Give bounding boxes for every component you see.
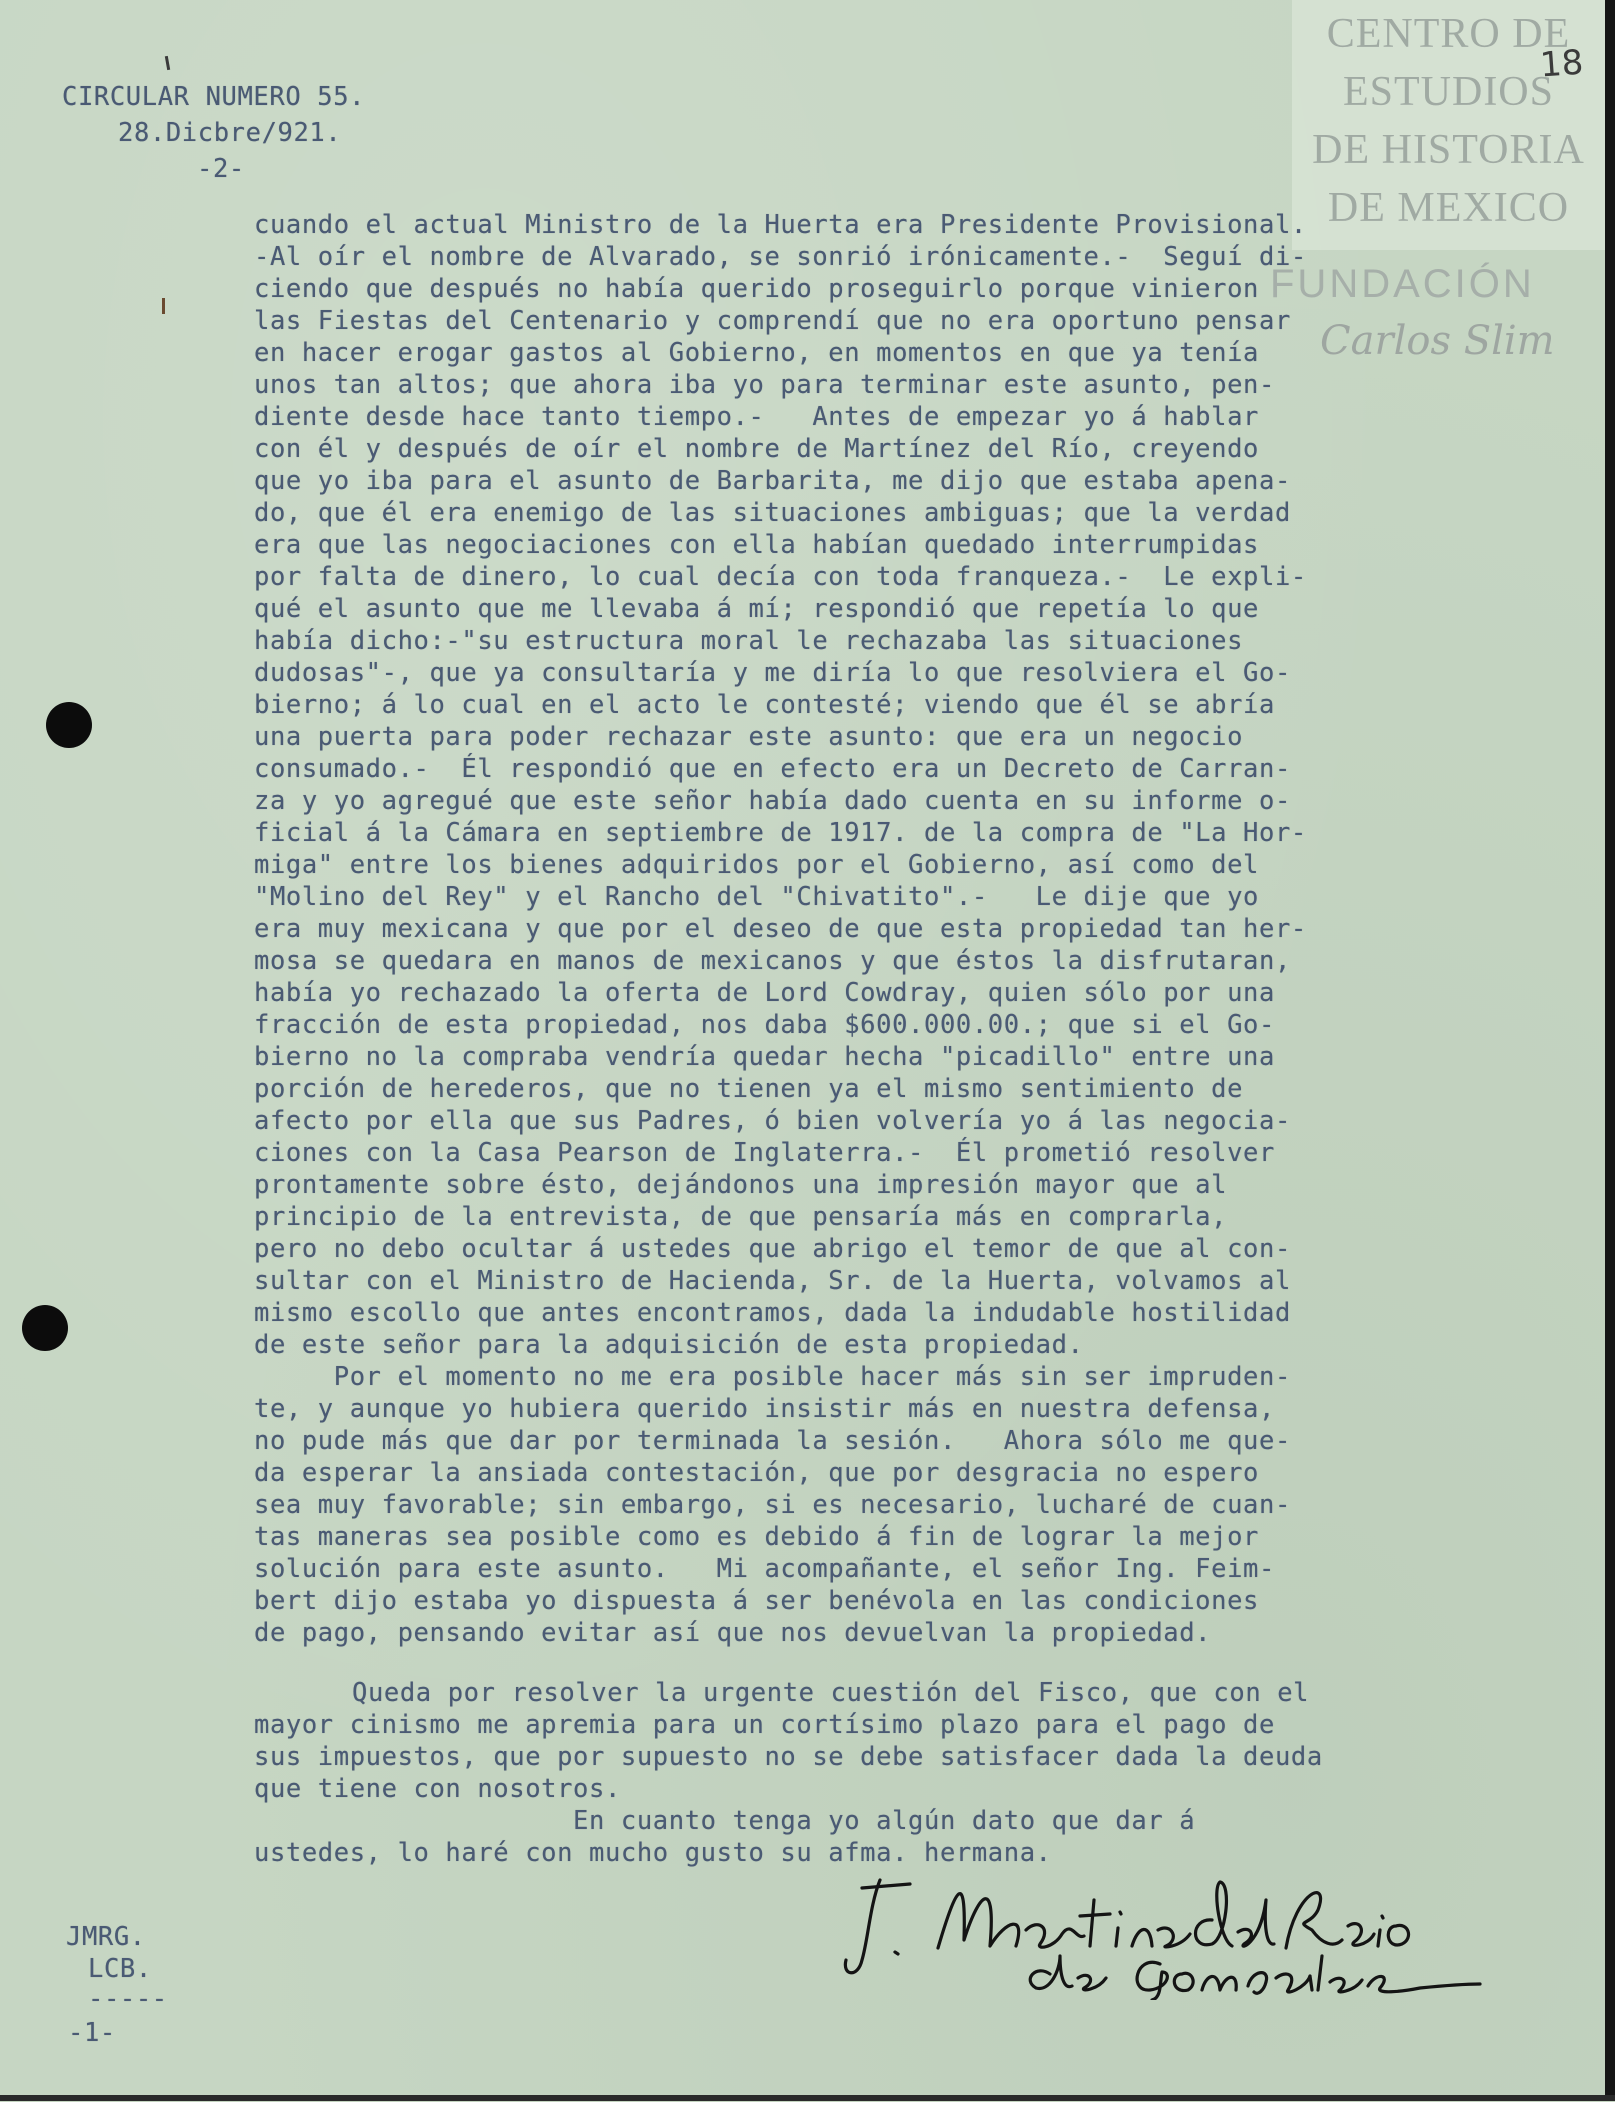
body-line: pero no debo ocultar á ustedes que abrigo el temor de que al con-	[254, 1234, 1291, 1264]
typist-initials	[66, 1922, 168, 2102]
body-line: principio de la entrevista, de que pensaría más en comprarla,	[254, 1202, 1228, 1232]
body-line: que yo iba para el asunto de Barbarita, me dijo que estaba apena-	[254, 466, 1291, 496]
body-line: por falta de dinero, lo cual decía con toda franqueza.- Le expli-	[254, 562, 1307, 592]
body-line: porción de herederos, que no tienen ya el mismo sentimiento de	[254, 1074, 1244, 1104]
body-line: fracción de esta propiedad, nos daba $600.000.00.; que si el Go-	[254, 1010, 1275, 1040]
body-line: do, que él era enemigo de las situaciones ambiguas; que la verdad	[254, 498, 1291, 528]
body-line: mismo escollo que antes encontramos, dada la indudable hostilidad	[254, 1298, 1291, 1328]
header-page-marker: -2-	[197, 154, 245, 184]
initials-line: JMRG.	[66, 1922, 146, 1952]
archive-stamp-foundation: FUNDACIÓN	[1270, 262, 1535, 306]
closing-line: Queda por resolver la urgente cuestión del Fisco, que con el	[352, 1678, 1310, 1708]
body-line: ficial á la Cámara en septiembre de 1917. de la compra de "La Hor-	[254, 818, 1307, 848]
initials-line: -1-	[68, 2018, 116, 2048]
body-line: dudosas"-, que ya consultaría y me diría lo que resolviera el Go-	[254, 658, 1291, 688]
body-line: solución para este asunto. Mi acompañante, el señor Ing. Feim-	[254, 1554, 1275, 1584]
body-line: era muy mexicana y que por el deseo de que esta propiedad tan her-	[254, 914, 1307, 944]
body-line: consumado.- Él respondió que en efecto era un Decreto de Carran-	[254, 754, 1291, 784]
body-line: za y yo agregué que este señor había dado cuenta en su informe o-	[254, 786, 1291, 816]
body-line: te, y aunque yo hubiera querido insistir más en nuestra defensa,	[254, 1394, 1275, 1424]
ink-mark	[165, 56, 170, 70]
letter-body	[254, 210, 1307, 1648]
initials-line: LCB.	[88, 1954, 152, 1984]
body-line: no pude más que dar por terminada la sesión. Ahora sólo me que-	[254, 1426, 1291, 1456]
body-line: Por el momento no me era posible hacer más sin ser impruden-	[254, 1362, 1291, 1392]
body-line: sea muy favorable; sin embargo, si es necesario, lucharé de cuan-	[254, 1490, 1291, 1520]
body-line: ciones con la Casa Pearson de Inglaterra.- Él prometió resolver	[254, 1138, 1275, 1168]
body-line: ciendo que después no había querido proseguirlo porque vinieron	[254, 274, 1259, 304]
body-line: había yo rechazado la oferta de Lord Cowdray, quien sólo por una	[254, 978, 1275, 1008]
letter-header	[62, 82, 366, 232]
body-line: prontamente sobre ésto, dejándonos una impresión mayor que al	[254, 1170, 1228, 1200]
closing-line: que tiene con nosotros.	[254, 1774, 621, 1804]
closing-line: En cuanto tenga yo algún dato que dar á	[254, 1806, 1196, 1836]
letter-date: 28.Dicbre/921.	[118, 118, 342, 148]
body-line: en hacer erogar gastos al Gobierno, en momentos en que ya tenía	[254, 338, 1259, 368]
body-line: "Molino del Rey" y el Rancho del "Chivatito".- Le dije que yo	[254, 882, 1259, 912]
page-number: 18	[1538, 42, 1585, 86]
body-line: qué el asunto que me llevaba á mí; respondió que repetía lo que	[254, 594, 1259, 624]
closing-line: sus impuestos, que por supuesto no se debe satisfacer dada la deuda	[254, 1742, 1323, 1772]
scan-edge	[0, 2095, 1615, 2101]
body-line: da esperar la ansiada contestación, que por desgracia no espero	[254, 1458, 1259, 1488]
body-line: bierno no la compraba vendría quedar hecha "picadillo" entre una	[254, 1042, 1275, 1072]
handwritten-signature	[840, 1860, 1540, 2000]
archive-stamp-line-1: CENTRO DE	[1326, 11, 1571, 57]
archive-stamp-line-4: DE MEXICO	[1327, 185, 1570, 231]
body-line: bierno; á lo cual en el acto le contesté; viendo que él se abría	[254, 690, 1275, 720]
archive-stamp-line-3: DE HISTORIA	[1312, 127, 1585, 173]
body-line: una puerta para poder rechazar este asunto: que era un negocio	[254, 722, 1244, 752]
body-line: -Al oír el nombre de Alvarado, se sonrió irónicamente.- Seguí di-	[254, 242, 1307, 272]
body-line: diente desde hace tanto tiempo.- Antes de empezar yo á hablar	[254, 402, 1259, 432]
closing-line: mayor cinismo me apremia para un cortísimo plazo para el pago de	[254, 1710, 1275, 1740]
body-line: las Fiestas del Centenario y comprendí que no era oportuno pensar	[254, 306, 1291, 336]
archive-stamp-line-2: ESTUDIOS	[1342, 69, 1554, 115]
body-line: con él y después de oír el nombre de Martínez del Río, creyendo	[254, 434, 1259, 464]
body-line: tas maneras sea posible como es debido á fin de lograr la mejor	[254, 1522, 1259, 1552]
body-line: bert dijo estaba yo dispuesta á ser benévola en las condiciones	[254, 1586, 1259, 1616]
body-line: afecto por ella que sus Padres, ó bien volvería yo á las negocia-	[254, 1106, 1291, 1136]
punch-hole-icon	[22, 1305, 68, 1351]
body-line: de este señor para la adquisición de esta propiedad.	[254, 1330, 1084, 1360]
initials-line: -----	[88, 1984, 168, 2014]
punch-hole-icon	[46, 702, 92, 748]
body-line: de pago, pensando evitar así que nos devuelvan la propiedad.	[254, 1618, 1212, 1648]
ink-mark	[162, 298, 165, 314]
body-line: unos tan altos; que ahora iba yo para terminar este asunto, pen-	[254, 370, 1275, 400]
letter-closing	[254, 1678, 1323, 1918]
circular-number: CIRCULAR NUMERO 55.	[62, 82, 366, 112]
body-line: cuando el actual Ministro de la Huerta era Presidente Provisional.	[254, 210, 1307, 240]
closing-line: ustedes, lo haré con mucho gusto su afma. hermana.	[254, 1838, 1052, 1868]
body-line: mosa se quedara en manos de mexicanos y que éstos la disfrutaran,	[254, 946, 1291, 976]
body-line: era que las negociaciones con ella habían quedado interrumpidas	[254, 530, 1259, 560]
scan-edge	[1605, 0, 1615, 2101]
archive-stamp-name: Carlos Slim	[1320, 318, 1555, 364]
body-line: había dicho:-"su estructura moral le rechazaba las situaciones	[254, 626, 1244, 656]
archive-stamp	[1292, 0, 1605, 250]
body-line: miga" entre los bienes adquiridos por el Gobierno, así como del	[254, 850, 1259, 880]
body-line: sultar con el Ministro de Hacienda, Sr. de la Huerta, volvamos al	[254, 1266, 1291, 1296]
